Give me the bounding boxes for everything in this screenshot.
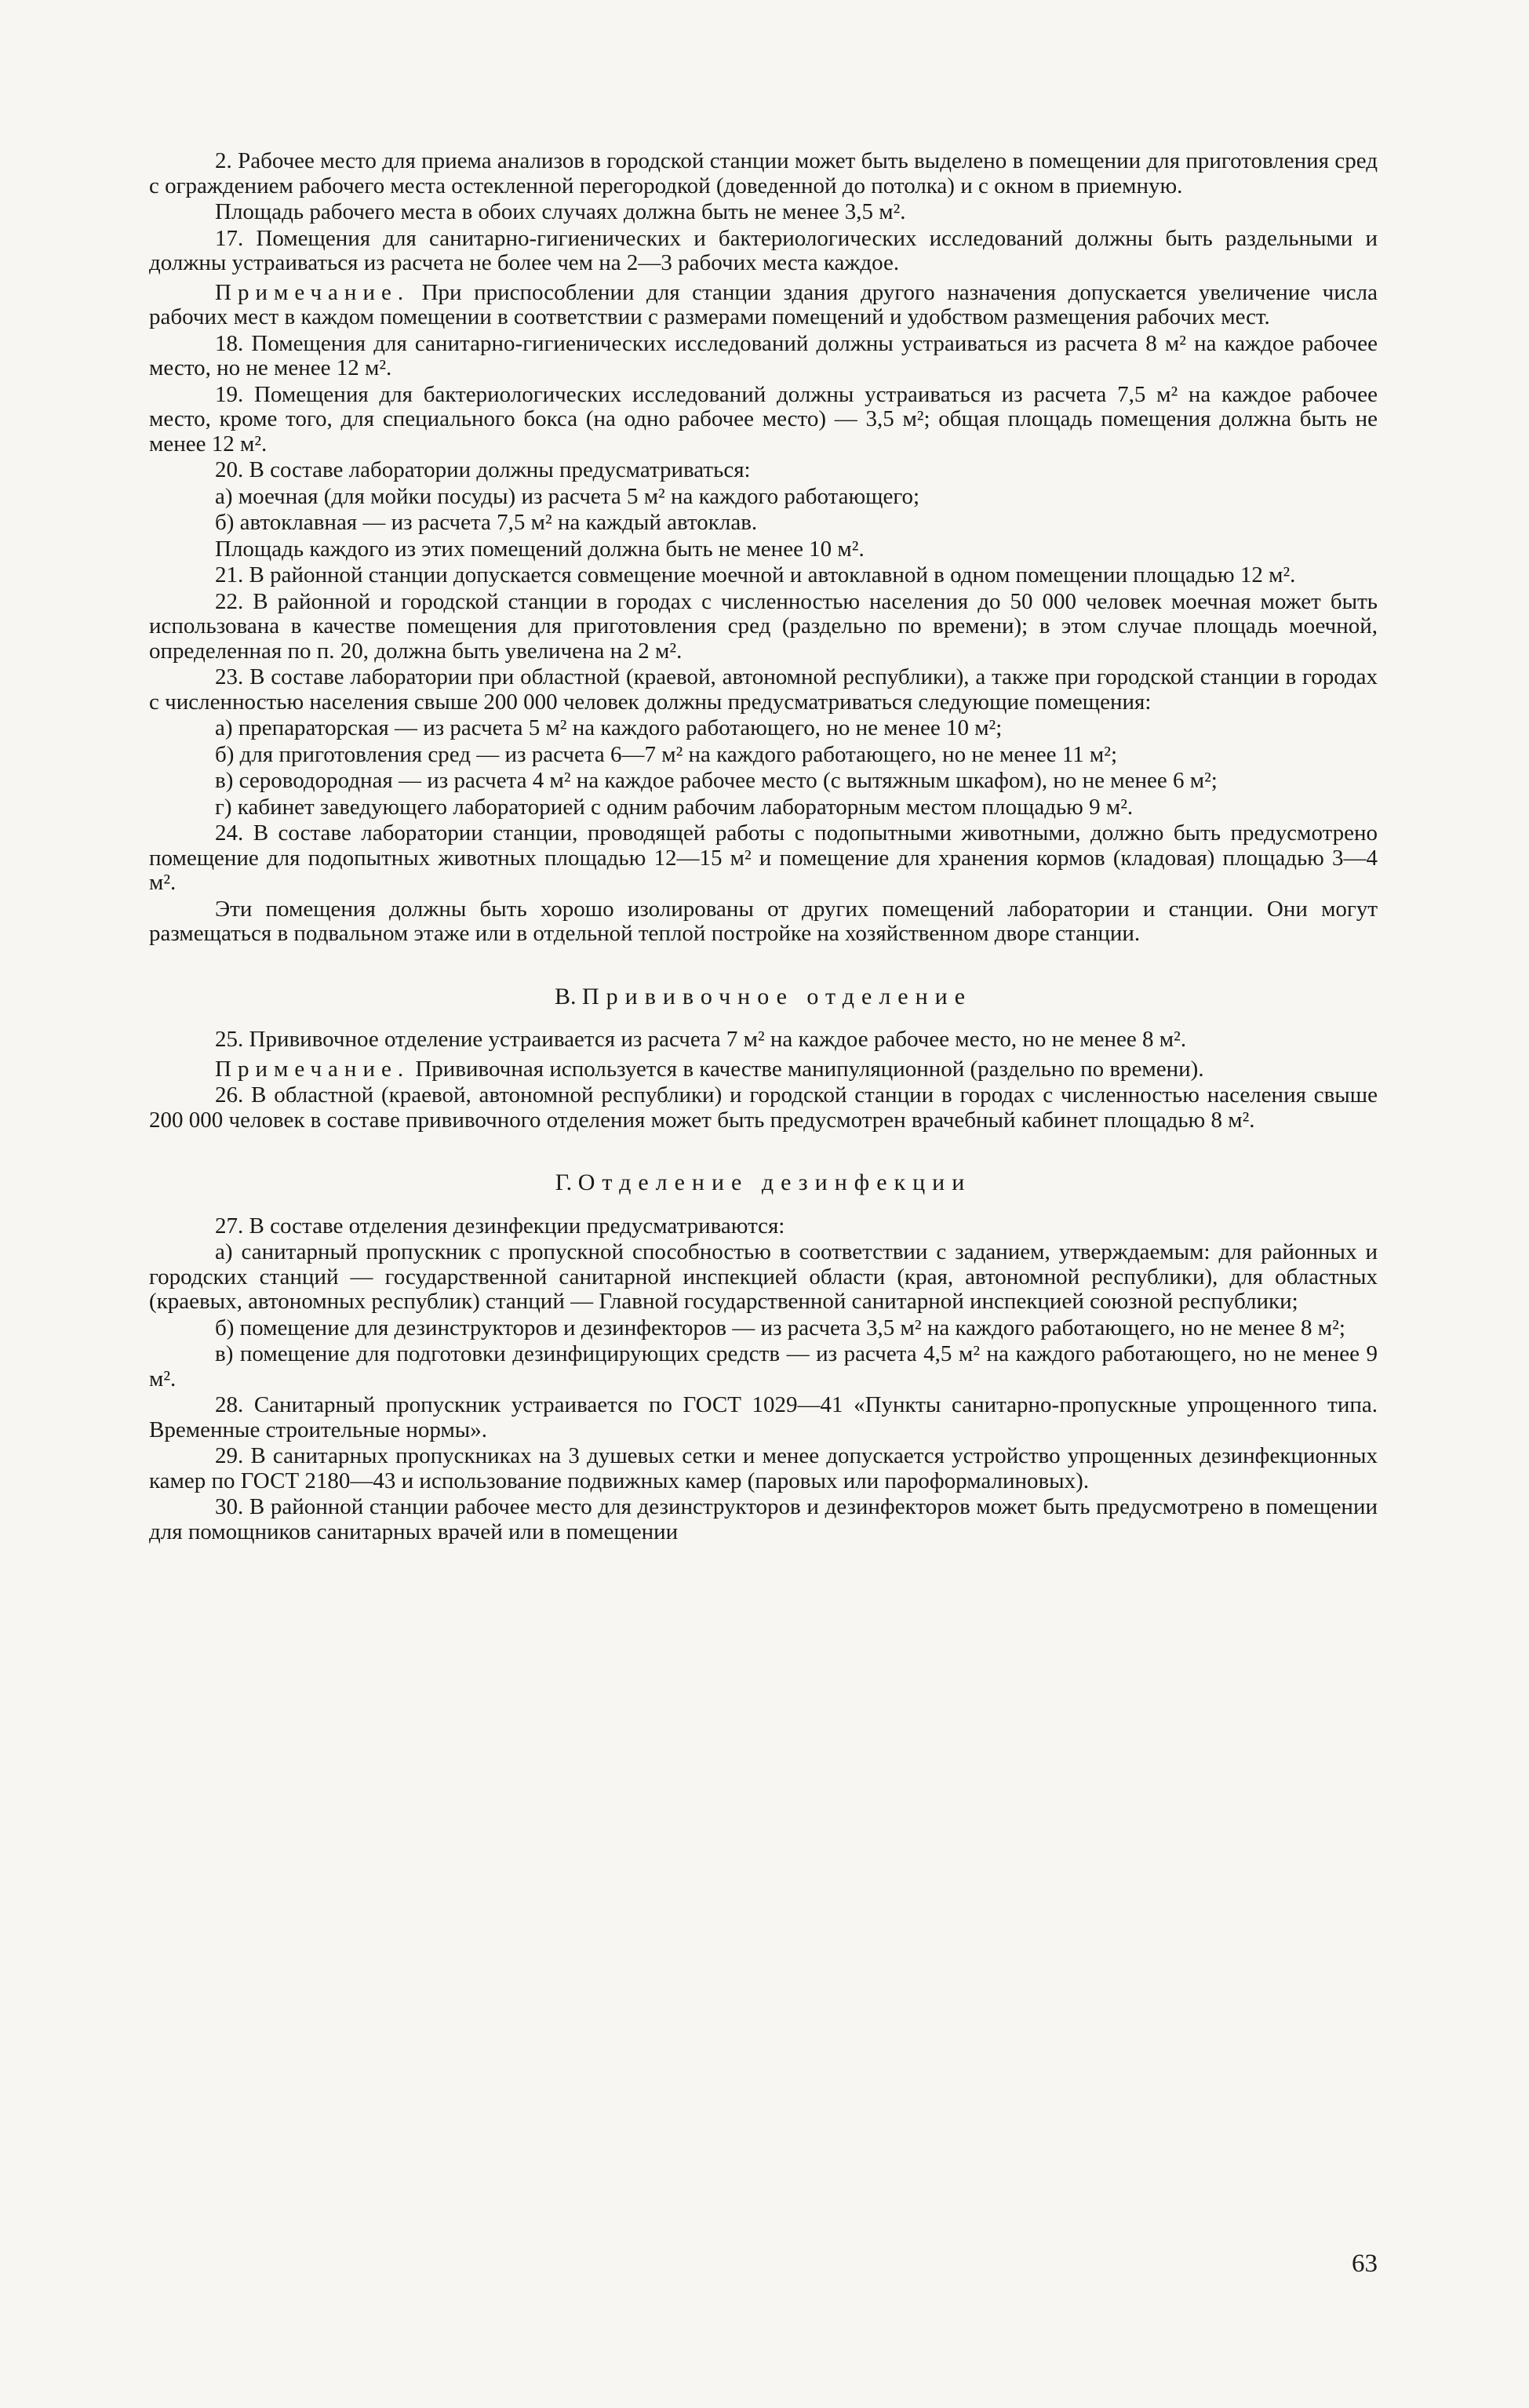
section-heading-g-title: Отделение дезинфекции — [577, 1169, 972, 1195]
paragraph-20-a: а) моечная (для мойки посуды) из расчета 5 м² на каждого работающего; — [215, 483, 920, 509]
note-1-text: При приспособлении для станции здания другого назначения допускается увеличение числа рабочих мест в каждом помещении в соответствии с размерами помещений и удобством размещения рабочих мест. — [149, 279, 1378, 329]
paragraph-27-a: а) санитарный пропускник с пропускной способностью в соответствии с заданием, утверждаемым: для районных и городских станций — государственной санитарной инспекцией области (края, автономной республики), для областных (краевых, автономных республик) станций — Главной государственной санитарной инспекцией союзной республики; — [149, 1239, 1378, 1314]
note-1-label: Примечание. — [215, 279, 410, 305]
document-page — [149, 149, 1378, 1546]
note-2-label: Примечание. — [215, 1056, 410, 1082]
paragraph-24-isolation: Эти помещения должны быть хорошо изолированы от других помещений лаборатории и станции. Они могут размещаться в подвальном этаже или в отдельной теплой постройке на хозяйственном дворе станции. — [149, 896, 1378, 946]
paragraph-23-c: в) сероводородная — из расчета 4 м² на каждое рабочее место (с вытяжным шкафом), но не менее 6 м²; — [215, 768, 1218, 793]
paragraph-17: 17. Помещения для санитарно-гигиенических и бактериологических исследований должны быть раздельными и должны устраиваться из расчета не более чем на 2—3 рабочих места каждое. — [149, 225, 1378, 275]
section-heading-g — [149, 1170, 1378, 1195]
section-heading-v-title: Прививочное отделение — [581, 983, 973, 1009]
paragraph-27: 27. В составе отделения дезинфекции предусматриваются: — [215, 1213, 785, 1239]
paragraph-28: 28. Санитарный пропускник устраивается по ГОСТ 1029—41 «Пункты санитарно-пропускные упрощенного типа. Временные строительные нормы». — [149, 1392, 1378, 1442]
paragraph-29: 29. В санитарных пропускниках на 3 душевых сетки и менее допускается устройство упрощенных дезинфекционных камер по ГОСТ 2180—43 и использование подвижных камер (паровых или пароформалиновых). — [149, 1443, 1378, 1493]
section-heading-v — [149, 984, 1378, 1009]
paragraph-23-b: б) для приготовления сред — из расчета 6—7 м² на каждого работающего, но не менее 11 м²; — [215, 741, 1118, 767]
note-2-text: Прививочная используется в качестве манипуляционной (раздельно по времени). — [410, 1056, 1204, 1082]
paragraph-27-c: в) помещение для подготовки дезинфицирующих средств — из расчета 4,5 м² на каждого работающего, но не менее 9 м². — [149, 1341, 1378, 1391]
paragraph-21: 21. В районной станции допускается совмещение моечной и автоклавной в одном помещении площадью 12 м². — [215, 562, 1296, 587]
paragraph-22: 22. В районной и городской станции в городах с численностью населения до 50 000 человек моечная может быть использована в качестве помещения для приготовления сред (раздельно по времени); в этом случае площадь моечной, определенная по п. 20, должна быть увеличена на 2 м². — [149, 588, 1378, 664]
paragraph-25: 25. Прививочное отделение устраивается из расчета 7 м² на каждое рабочее место, но не менее 8 м². — [215, 1027, 1187, 1052]
page-number: 63 — [1352, 2250, 1378, 2278]
paragraph-2: 2. Рабочее место для приема анализов в городской станции может быть выделено в помещении для приготовления сред с ограждением рабочего места остекленной перегородкой (доведенной до потолка) и с окном в приемную. — [149, 148, 1378, 198]
paragraph-23-a: а) препараторская — из расчета 5 м² на каждого работающего, но не менее 10 м²; — [215, 715, 1003, 740]
paragraph-30: 30. В районной станции рабочее место для дезинструкторов и дезинфекторов может быть предусмотрено в помещении для помощников санитарных врачей или в помещении — [149, 1494, 1378, 1544]
paragraph-24: 24. В составе лаборатории станции, проводящей работы с подопытными животными, должно быть предусмотрено помещение для подопытных животных площадью 12—15 м² и помещение для хранения кормов (кладовая) площадью 3—4 м². — [149, 820, 1378, 895]
paragraph-19: 19. Помещения для бактериологических исследований должны устраиваться из расчета 7,5 м² на каждое рабочее место, кроме того, для специального бокса (на одно рабочее место) — 3,5 м²; общая площадь помещения должна быть не менее 12 м². — [149, 381, 1378, 457]
paragraph-20-area: Площадь каждого из этих помещений должна быть не менее 10 м². — [215, 536, 865, 562]
paragraph-23-d: г) кабинет заведующего лабораторией с одним рабочим лабораторным местом площадью 9 м². — [215, 794, 1134, 820]
note-1 — [149, 281, 1378, 330]
paragraph-2-area: Площадь рабочего места в обоих случаях должна быть не менее 3,5 м². — [215, 199, 906, 224]
section-heading-g-prefix: Г. — [555, 1169, 578, 1195]
note-2 — [149, 1057, 1378, 1082]
paragraph-20: 20. В составе лаборатории должны предусматриваться: — [215, 457, 751, 482]
paragraph-26: 26. В областной (краевой, автономной республики) и городской станции в городах с численностью населения свыше 200 000 человек в составе прививочного отделения может быть предусмотрен врачебный кабинет площадью 8 м². — [149, 1082, 1378, 1133]
paragraph-18: 18. Помещения для санитарно-гигиенических исследований должны устраиваться из расчета 8 м² на каждое рабочее место, но не менее 12 м². — [149, 330, 1378, 380]
paragraph-23: 23. В составе лаборатории при областной (краевой, автономной республики), а также при городской станции в городах с численностью населения свыше 200 000 человек должны предусматриваться следующие помещения: — [149, 664, 1378, 715]
paragraph-20-b: б) автоклавная — из расчета 7,5 м² на каждый автоклав. — [215, 510, 758, 535]
paragraph-27-b: б) помещение для дезинструкторов и дезинфекторов — из расчета 3,5 м² на каждого работающего, но не менее 8 м²; — [215, 1315, 1345, 1340]
section-heading-v-prefix: В. — [554, 983, 582, 1009]
